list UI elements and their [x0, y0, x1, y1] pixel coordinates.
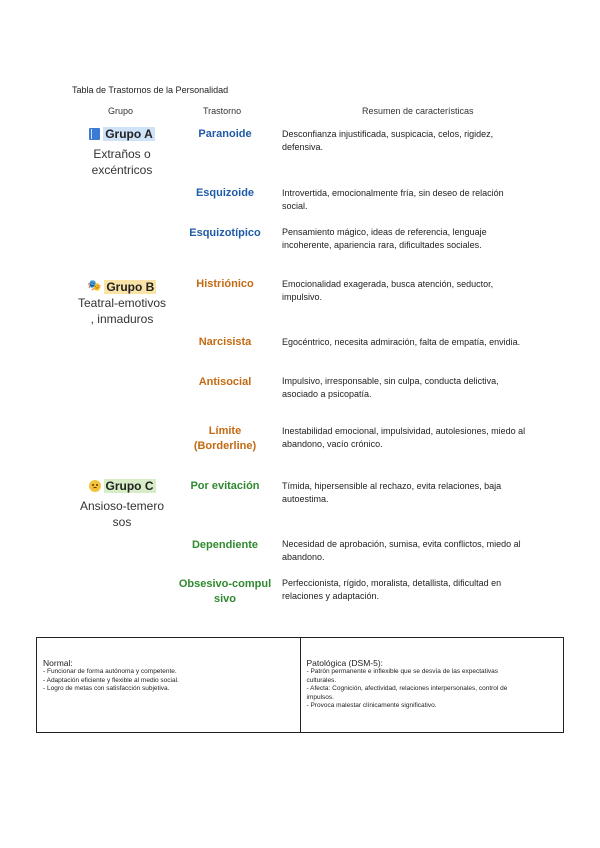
patologica-column: [300, 638, 564, 732]
disorder-name-line: Obsesivo-compul: [178, 578, 272, 590]
disorder-name-line: sivo: [213, 593, 236, 605]
disorder-paranoide: Paranoide: [198, 128, 252, 140]
summary-line: Desconfianza injustificada, suspicacia, celos, rigidez,: [282, 129, 494, 139]
normal-line: - Funcionar de forma autónoma y competente.: [43, 668, 177, 675]
group-label: Grupo B: [106, 279, 155, 294]
worried-face-icon: [89, 480, 101, 492]
header-trastorno: Trastorno: [203, 106, 242, 116]
normal-title: Normal:: [43, 658, 73, 668]
summary-line: Emocionalidad exagerada, busca atención, seductor,: [282, 279, 494, 289]
summary-line: abandono, vacío crónico.: [282, 439, 383, 449]
group-desc-line: Extraños o: [93, 147, 151, 161]
group-desc-line: sos: [112, 515, 132, 529]
summary-line: Introvertida, emocionalmente fría, sin deseo de relación: [282, 188, 504, 198]
group-desc-line: , inmaduros: [90, 312, 154, 326]
masks-icon: 🎭: [87, 280, 102, 292]
summary-line: asociado a psicopatía.: [282, 389, 372, 399]
disorder-histrionico: Histriónico: [196, 278, 254, 290]
group-a: [72, 127, 172, 178]
patologica-line: - Patrón permanente e inflexible que se desvía de las expectativas: [306, 668, 499, 675]
disorder-esquizoide: Esquizoide: [195, 187, 255, 199]
summary-por-evitacion: [282, 480, 560, 506]
patologica-title: Patológica (DSM-5):: [306, 658, 384, 668]
header-resumen: Resumen de características: [362, 106, 474, 116]
patologica-line: - Afecta: Cognición, afectividad, relaciones interpersonales, control de: [306, 685, 508, 692]
normal-column: [37, 638, 300, 732]
disorder-antisocial: Antisocial: [198, 376, 252, 388]
summary-limite: [282, 425, 560, 451]
normal-line: - Adaptación eficiente y flexible al medio social.: [43, 676, 179, 684]
group-b: [72, 276, 172, 327]
summary-line: Pensamiento mágico, ideas de referencia, lenguaje: [282, 227, 487, 237]
disorder-dependiente: Dependiente: [191, 539, 258, 551]
disorder-esquizotipico: Esquizotípico: [189, 227, 261, 239]
patologica-line: culturales.: [306, 676, 337, 684]
document-title: Tabla de Trastornos de la Personalidad: [72, 85, 229, 95]
summary-line: Perfeccionista, rígido, moralista, detallista, dificultad en: [282, 578, 502, 588]
group-desc-line: Teatral-emotivos: [77, 296, 167, 310]
summary-esquizotipico: [282, 226, 560, 252]
summary-narcisista: [282, 336, 560, 349]
summary-line: autoestima.: [282, 494, 329, 504]
disorder-obsesivo-compulsivo: [170, 577, 280, 607]
header-grupo: Grupo: [108, 106, 134, 116]
summary-line: social.: [282, 201, 308, 211]
group-c: [72, 479, 172, 530]
normal-line: - Logro de metas con satisfacción subjetiva.: [43, 685, 170, 692]
summary-esquizoide: [282, 187, 560, 213]
book-icon: [89, 128, 100, 140]
summary-line: defensiva.: [282, 142, 324, 152]
summary-line: Necesidad de aprobación, sumisa, evita conflictos, miedo al: [282, 539, 521, 549]
comparison-box: [36, 637, 564, 733]
patologica-line: impulsos.: [306, 693, 334, 701]
summary-line: Egocéntrico, necesita admiración, falta de empatía, envidia.: [282, 337, 521, 347]
patologica-line: - Provoca malestar clínicamente significativo.: [306, 702, 437, 709]
summary-line: Impulsivo, irresponsable, sin culpa, conducta delictiva,: [282, 376, 499, 386]
disorder-name-line: (Borderline): [193, 440, 257, 452]
disorder-narcisista: Narcisista: [198, 336, 252, 348]
group-desc-line: excéntricos: [91, 163, 153, 177]
summary-line: incoherente, apariencia rara, dificultades sociales.: [282, 240, 482, 250]
summary-line: impulsivo.: [282, 292, 323, 302]
disorder-limite: [170, 424, 280, 454]
summary-line: relaciones y adaptación.: [282, 591, 380, 601]
disorder-name-line: Límite: [208, 425, 242, 437]
summary-obsesivo-compulsivo: [282, 577, 560, 603]
disorder-por-evitacion: Por evitación: [190, 480, 260, 492]
summary-dependiente: [282, 538, 560, 564]
summary-paranoide: [282, 128, 560, 154]
group-label: Grupo C: [105, 479, 154, 493]
summary-histrionico: [282, 278, 560, 304]
group-label: Grupo A: [105, 127, 153, 141]
summary-antisocial: [282, 375, 560, 401]
summary-line: abandono.: [282, 552, 325, 562]
summary-line: Inestabilidad emocional, impulsividad, autolesiones, miedo al: [282, 426, 526, 436]
summary-line: Tímida, hipersensible al rechazo, evita relaciones, baja: [282, 481, 502, 491]
group-desc-line: Ansioso-temero: [79, 499, 165, 513]
